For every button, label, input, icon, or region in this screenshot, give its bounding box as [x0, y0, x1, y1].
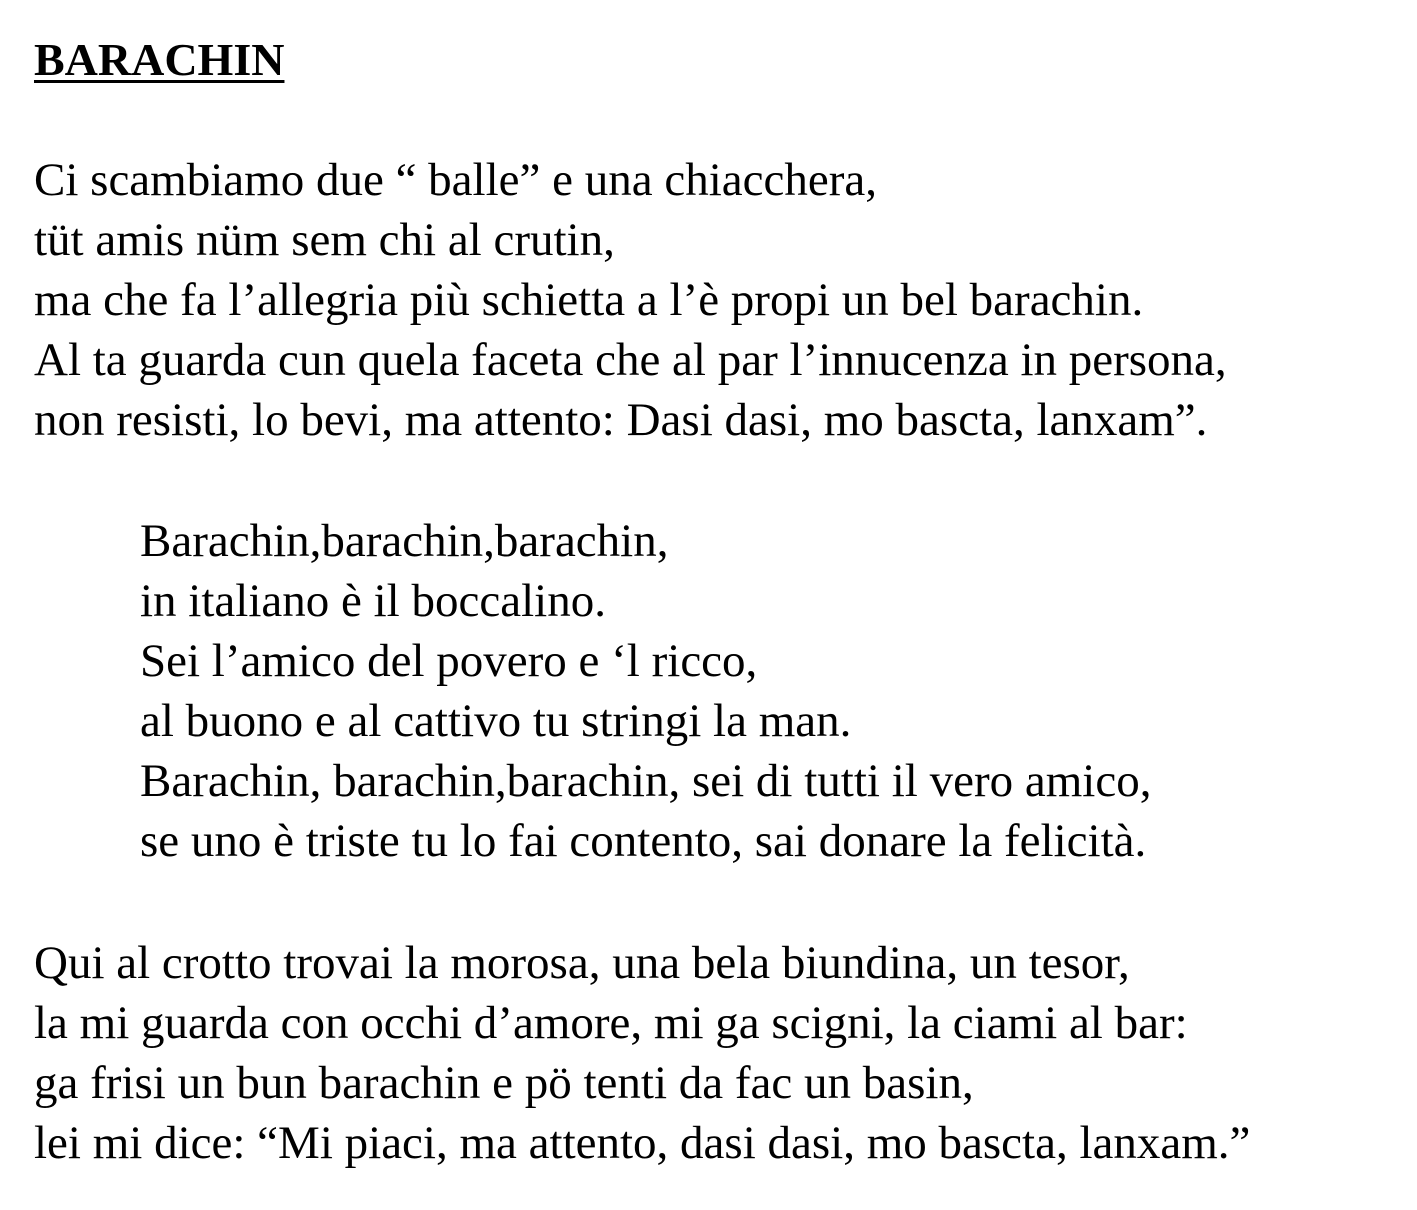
verse-line: Al ta guarda cun quela faceta che al par l’innucenza in persona,	[34, 334, 1227, 386]
verse-line: Ci scambiamo due “ balle” e una chiacchera,	[34, 154, 877, 206]
chorus-stanza	[140, 511, 1151, 871]
stanza-2	[34, 933, 1250, 1173]
chorus-line: Barachin, barachin,barachin, sei di tutti il vero amico,	[140, 755, 1152, 807]
chorus-line: in italiano è il boccalino.	[140, 575, 606, 627]
chorus-line: Barachin,barachin,barachin,	[140, 515, 669, 567]
verse-line: la mi guarda con occhi d’amore, mi ga scigni, la ciami al bar:	[34, 997, 1188, 1049]
chorus-line: al buono e al cattivo tu stringi la man.	[140, 695, 852, 747]
poem-title: BARACHIN	[34, 34, 285, 85]
verse-line: Qui al crotto trovai la morosa, una bela biundina, un tesor,	[34, 937, 1130, 989]
verse-line: ga frisi un bun barachin e pö tenti da fac un basin,	[34, 1057, 974, 1109]
chorus-line: Sei l’amico del povero e ‘l ricco,	[140, 635, 758, 687]
verse-line: non resisti, lo bevi, ma attento: Dasi dasi, mo bascta, lanxam”.	[34, 394, 1208, 446]
chorus-line: se uno è triste tu lo fai contento, sai donare la felicità.	[140, 815, 1147, 867]
verse-line: tüt amis nüm sem chi al crutin,	[34, 214, 615, 266]
verse-line: ma che fa l’allegria più schietta a l’è propi un bel barachin.	[34, 274, 1144, 326]
verse-line: lei mi dice: “Mi piaci, ma attento, dasi dasi, mo bascta, lanxam.”	[34, 1117, 1251, 1169]
stanza-1	[34, 150, 1227, 450]
